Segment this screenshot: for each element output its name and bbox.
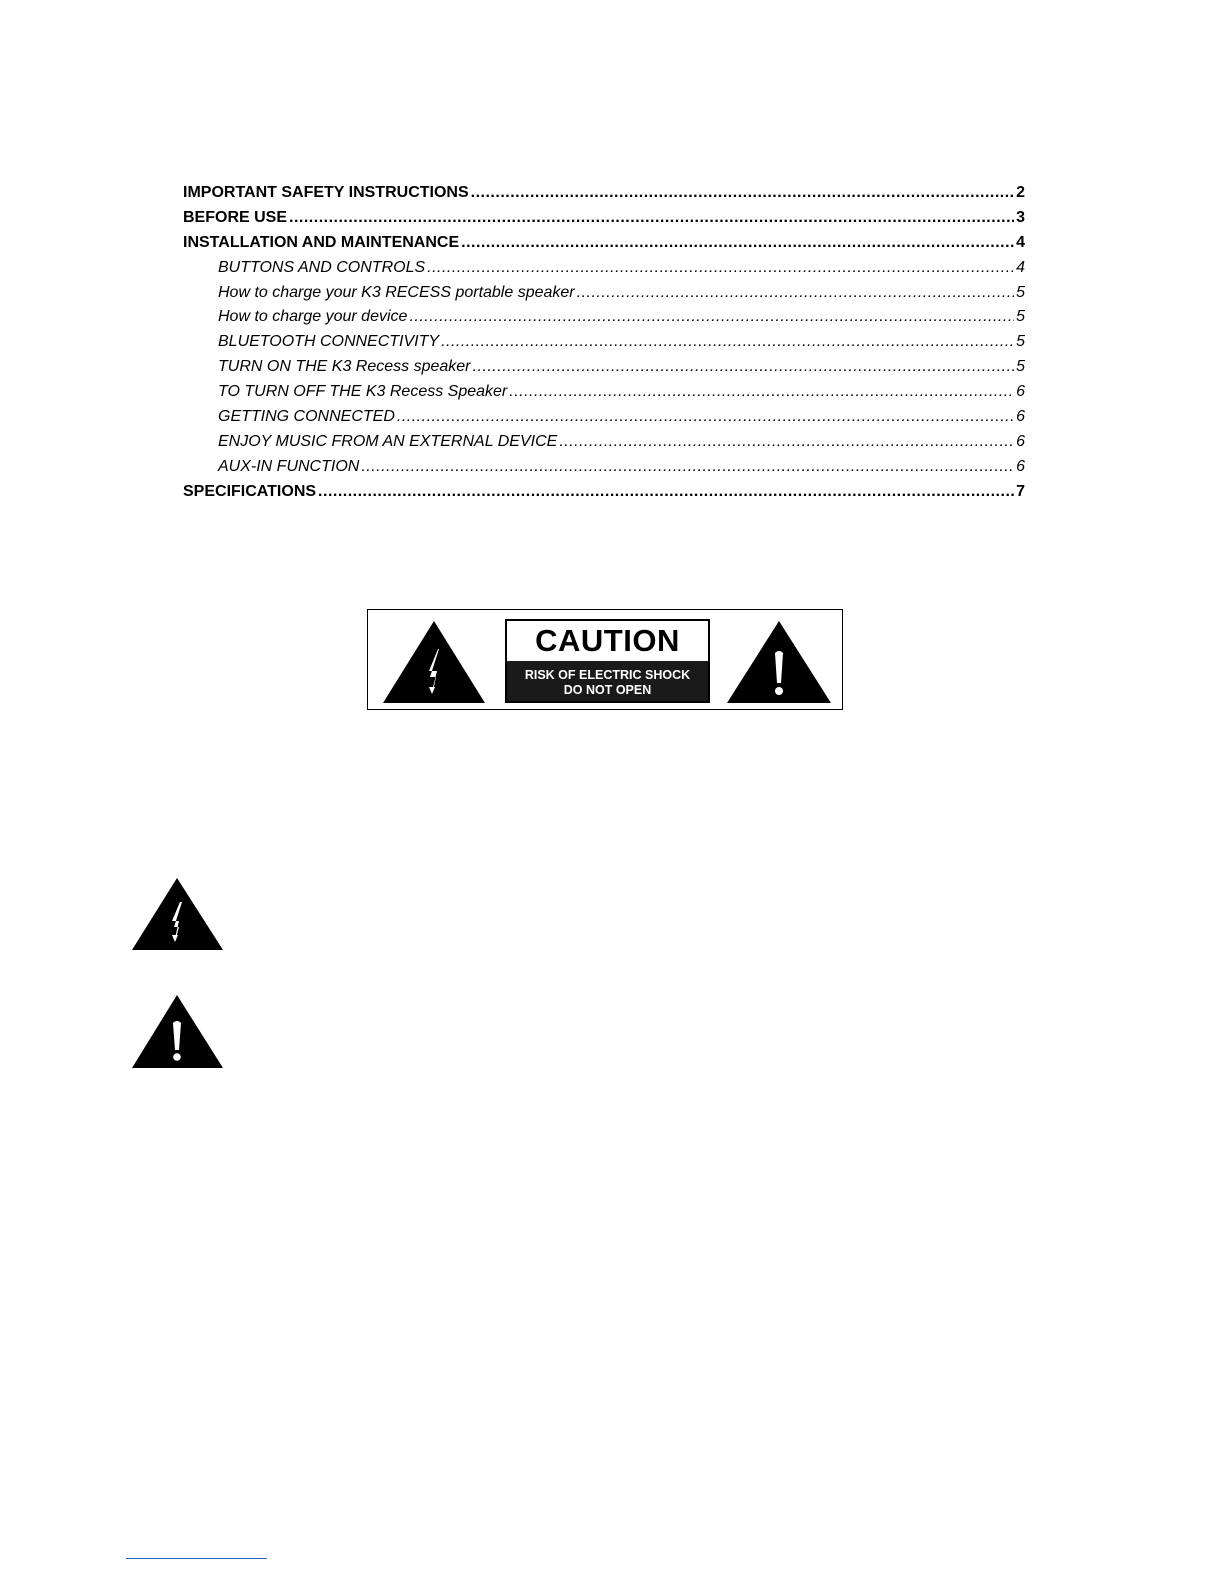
toc-entry-label: BEFORE USE (183, 208, 288, 226)
toc-leader-dots (361, 455, 1014, 480)
toc-leader-dots (471, 181, 1014, 206)
toc-entry-label: INSTALLATION AND MAINTENANCE (183, 233, 460, 251)
caution-line-2: DO NOT OPEN (563, 683, 652, 697)
toc-entry-page: 5 (1016, 358, 1025, 376)
toc-entry-page: 4 (1016, 258, 1025, 276)
toc-entry-page: 2 (1016, 184, 1025, 201)
toc-leader-dots (473, 355, 1015, 380)
exclamation-triangle-icon (725, 619, 833, 705)
toc-entry[interactable] (183, 480, 1025, 505)
toc-leader-dots (509, 380, 1014, 405)
caution-title: CAUTION (535, 623, 680, 658)
toc-leader-dots (441, 330, 1014, 355)
toc-entry-page: 3 (1016, 208, 1025, 226)
caution-label (367, 609, 843, 710)
caution-box (505, 619, 710, 703)
toc-entry-page: 5 (1016, 283, 1025, 301)
toc-entry-page: 7 (1016, 482, 1025, 500)
lightning-triangle-icon (131, 877, 224, 951)
toc-subentry[interactable] (183, 305, 1025, 330)
toc-entry[interactable] (183, 231, 1025, 256)
toc-subentry[interactable] (183, 330, 1025, 355)
toc-entry-label: How to charge your K3 RECESS portable speaker (218, 283, 575, 301)
toc-leader-dots (577, 281, 1014, 306)
toc-entry-page: 5 (1016, 333, 1025, 351)
toc-entry-label: ENJOY MUSIC FROM AN EXTERNAL DEVICE (218, 432, 558, 450)
toc-subentry[interactable] (183, 455, 1025, 480)
toc-entry-page: 4 (1016, 233, 1025, 251)
toc-subentry[interactable] (183, 430, 1025, 455)
lightning-triangle-icon (381, 619, 487, 705)
toc-leader-dots (427, 256, 1014, 281)
toc-entry-page: 6 (1016, 457, 1025, 475)
table-of-contents (183, 181, 1025, 505)
toc-leader-dots (461, 231, 1014, 256)
toc-entry-label: TURN ON THE K3 Recess speaker (218, 358, 471, 376)
toc-subentry[interactable] (183, 256, 1025, 281)
toc-entry-label: How to charge your device (218, 308, 408, 326)
toc-entry-label: SPECIFICATIONS (183, 482, 317, 500)
exclamation-triangle-icon (131, 994, 224, 1069)
toc-leader-dots (289, 206, 1014, 231)
caution-warning-text (507, 661, 708, 701)
toc-leader-dots (409, 305, 1014, 330)
toc-entry-page: 5 (1016, 308, 1025, 326)
toc-subentry[interactable] (183, 380, 1025, 405)
toc-subentry[interactable] (183, 405, 1025, 430)
footnote-separator (126, 1558, 267, 1559)
toc-subentry[interactable] (183, 355, 1025, 380)
toc-entry-page: 6 (1016, 383, 1025, 401)
toc-entry-page: 6 (1016, 432, 1025, 450)
toc-subentry[interactable] (183, 281, 1025, 306)
toc-entry[interactable] (183, 206, 1025, 231)
toc-entry-label: AUX-IN FUNCTION (218, 457, 360, 475)
toc-leader-dots (318, 480, 1014, 505)
toc-leader-dots (397, 405, 1014, 430)
toc-entry[interactable] (183, 181, 1025, 206)
toc-entry-label: BLUETOOTH CONNECTIVITY (218, 333, 440, 351)
toc-entry-label: BUTTONS AND CONTROLS (218, 258, 426, 276)
caution-line-1: RISK OF ELECTRIC SHOCK (524, 668, 691, 682)
toc-leader-dots (559, 430, 1014, 455)
toc-entry-label: GETTING CONNECTED (218, 408, 395, 426)
toc-entry-label: TO TURN OFF THE K3 Recess Speaker (218, 383, 508, 401)
toc-entry-label: IMPORTANT SAFETY INSTRUCTIONS (183, 184, 469, 201)
toc-entry-page: 6 (1016, 408, 1025, 426)
